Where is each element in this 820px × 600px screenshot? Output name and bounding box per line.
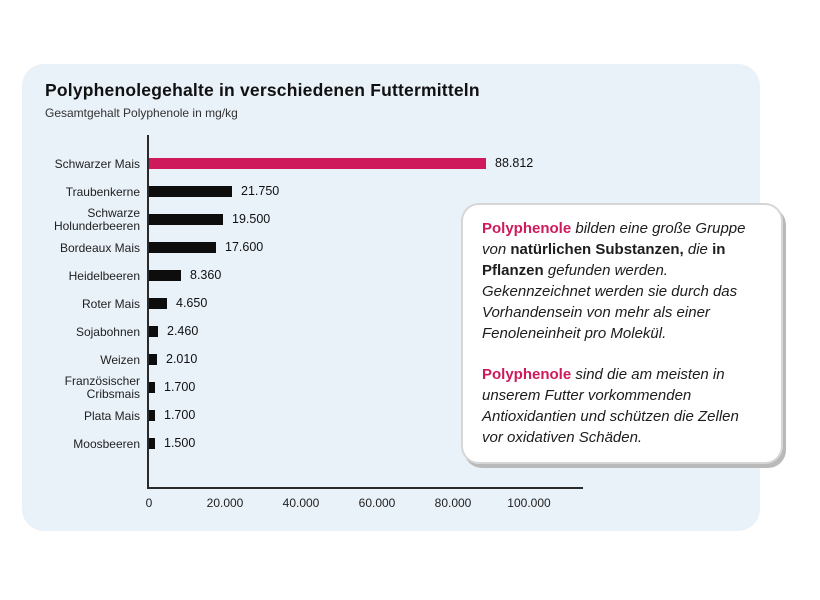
chart-title: Polyphenolegehalte in verschiedenen Futtermitteln	[45, 80, 480, 100]
category-label: Weizen	[100, 352, 140, 367]
x-axis-line	[147, 487, 583, 489]
value-label: 21.750	[241, 184, 280, 198]
bar	[149, 354, 157, 365]
value-label: 19.500	[232, 212, 271, 226]
value-label: 2.010	[166, 352, 198, 366]
category-label: Moosbeeren	[73, 436, 140, 451]
category-label: Heidelbeeren	[68, 268, 140, 283]
category-label: Plata Mais	[83, 408, 140, 423]
bar	[149, 382, 155, 393]
value-label: 1.500	[164, 436, 196, 450]
x-tick-label: 80.000	[434, 496, 472, 510]
category-label: Traubenkerne	[65, 184, 140, 199]
value-label: 4.650	[176, 296, 208, 310]
bar	[149, 270, 181, 281]
bar	[149, 326, 158, 337]
bar	[149, 158, 486, 169]
text-segment: die	[683, 241, 713, 258]
bar	[149, 214, 223, 225]
highlight-term: Polyphenole	[482, 366, 572, 383]
x-tick-label: 20.000	[206, 496, 244, 510]
value-label: 1.700	[164, 380, 196, 394]
chart-subtitle: Gesamtgehalt Polyphenole in mg/kg	[45, 106, 238, 120]
category-label: Bordeaux Mais	[59, 240, 140, 255]
info-box	[461, 203, 783, 464]
bar	[149, 242, 216, 253]
info-paragraph	[482, 218, 763, 344]
value-label: 8.360	[190, 268, 222, 282]
text-segment: gefunden werden. Gekennzeichnet werden sie durch das Vorhandensein von mehr als einer Fenoleneinheit pro Molekül.	[482, 262, 738, 342]
category-label: Sojabohnen	[75, 324, 140, 339]
bar	[149, 186, 232, 197]
value-label: 88.812	[495, 156, 534, 170]
x-tick-label: 0	[145, 496, 153, 510]
x-tick-label: 100.000	[507, 496, 551, 510]
value-label: 1.700	[164, 408, 196, 422]
value-label: 2.460	[167, 324, 199, 338]
bar	[149, 298, 167, 309]
x-tick-label: 40.000	[282, 496, 320, 510]
bar	[149, 438, 155, 449]
highlight-term: Polyphenole	[482, 220, 572, 237]
text-segment: in Pflanzen	[482, 241, 726, 279]
bar	[149, 410, 155, 421]
info-paragraph	[482, 364, 763, 448]
text-segment: bilden eine große Gruppe von	[482, 220, 746, 258]
text-segment: sind die am meisten in unserem Futter vorkommenden Antioxidantien und schützen die Zellen vor oxidativen Schäden.	[482, 366, 739, 446]
category-label: Französischer Cribsmais	[64, 374, 140, 401]
category-label: Schwarze Holunderbeeren	[53, 206, 140, 233]
category-label: Roter Mais	[81, 296, 140, 311]
value-label: 17.600	[225, 240, 264, 254]
text-segment: natürlichen Substanzen,	[510, 241, 684, 258]
category-label: Schwarzer Mais	[54, 156, 140, 171]
x-tick-label: 60.000	[358, 496, 396, 510]
